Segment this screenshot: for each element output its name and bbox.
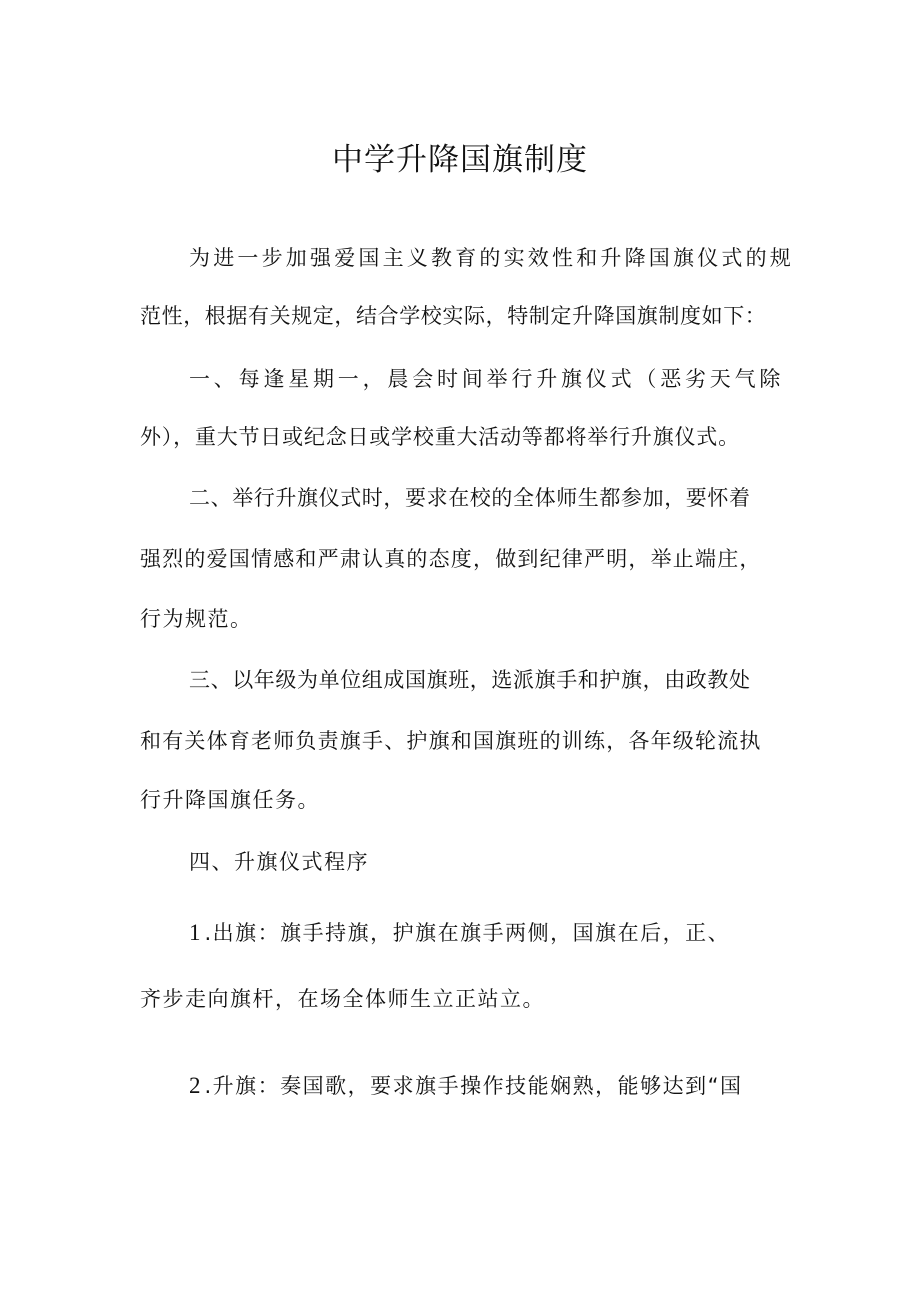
paragraph-line: 三、以年级为单位组成国旗班，选派旗手和护旗，由政教处 [189,668,751,692]
paragraph-line: 行升降国旗任务。 [140,788,320,812]
section-heading: 四、升旗仪式程序 [189,850,369,874]
list-item-number: 1 [189,920,201,945]
paragraph-line: 齐步走向旗杆，在场全体师生立正站立。 [140,987,545,1011]
list-item-text: .升旗：奏国歌，要求旗手操作技能娴熟，能够达到“国 [204,1074,743,1098]
list-item [189,1071,800,1101]
paragraph-line: 二、举行升旗仪式时，要求在校的全体师生都参加，要怀着 [189,486,751,510]
paragraph-line: 为进一步加强爱国主义教育的实效性和升降国旗仪式的规 [189,246,794,270]
paragraph-line: 强烈的爱国情感和严肃认真的态度，做到纪律严明，举止端庄， [140,547,762,571]
paragraph-line: 范性，根据有关规定，结合学校实际，特制定升降国旗制度如下： [140,304,767,328]
paragraph-line: 和有关体育老师负责旗手、护旗和国旗班的训练，各年级轮流执 [140,729,762,753]
document-title: 中学升降国旗制度 [332,142,588,178]
list-item-text: .出旗：旗手持旗，护旗在旗手两侧，国旗在后，正、 [204,921,731,945]
paragraph-line: 行为规范。 [140,607,253,631]
paragraph-line: 外），重大节日或纪念日或学校重大活动等都将举行升旗仪式。 [140,425,740,449]
paragraph-line: 一、每逢星期一，晨会时间举行升旗仪式（恶劣天气除 [189,367,785,391]
list-item-number: 2 [189,1073,201,1098]
list-item [189,918,800,948]
